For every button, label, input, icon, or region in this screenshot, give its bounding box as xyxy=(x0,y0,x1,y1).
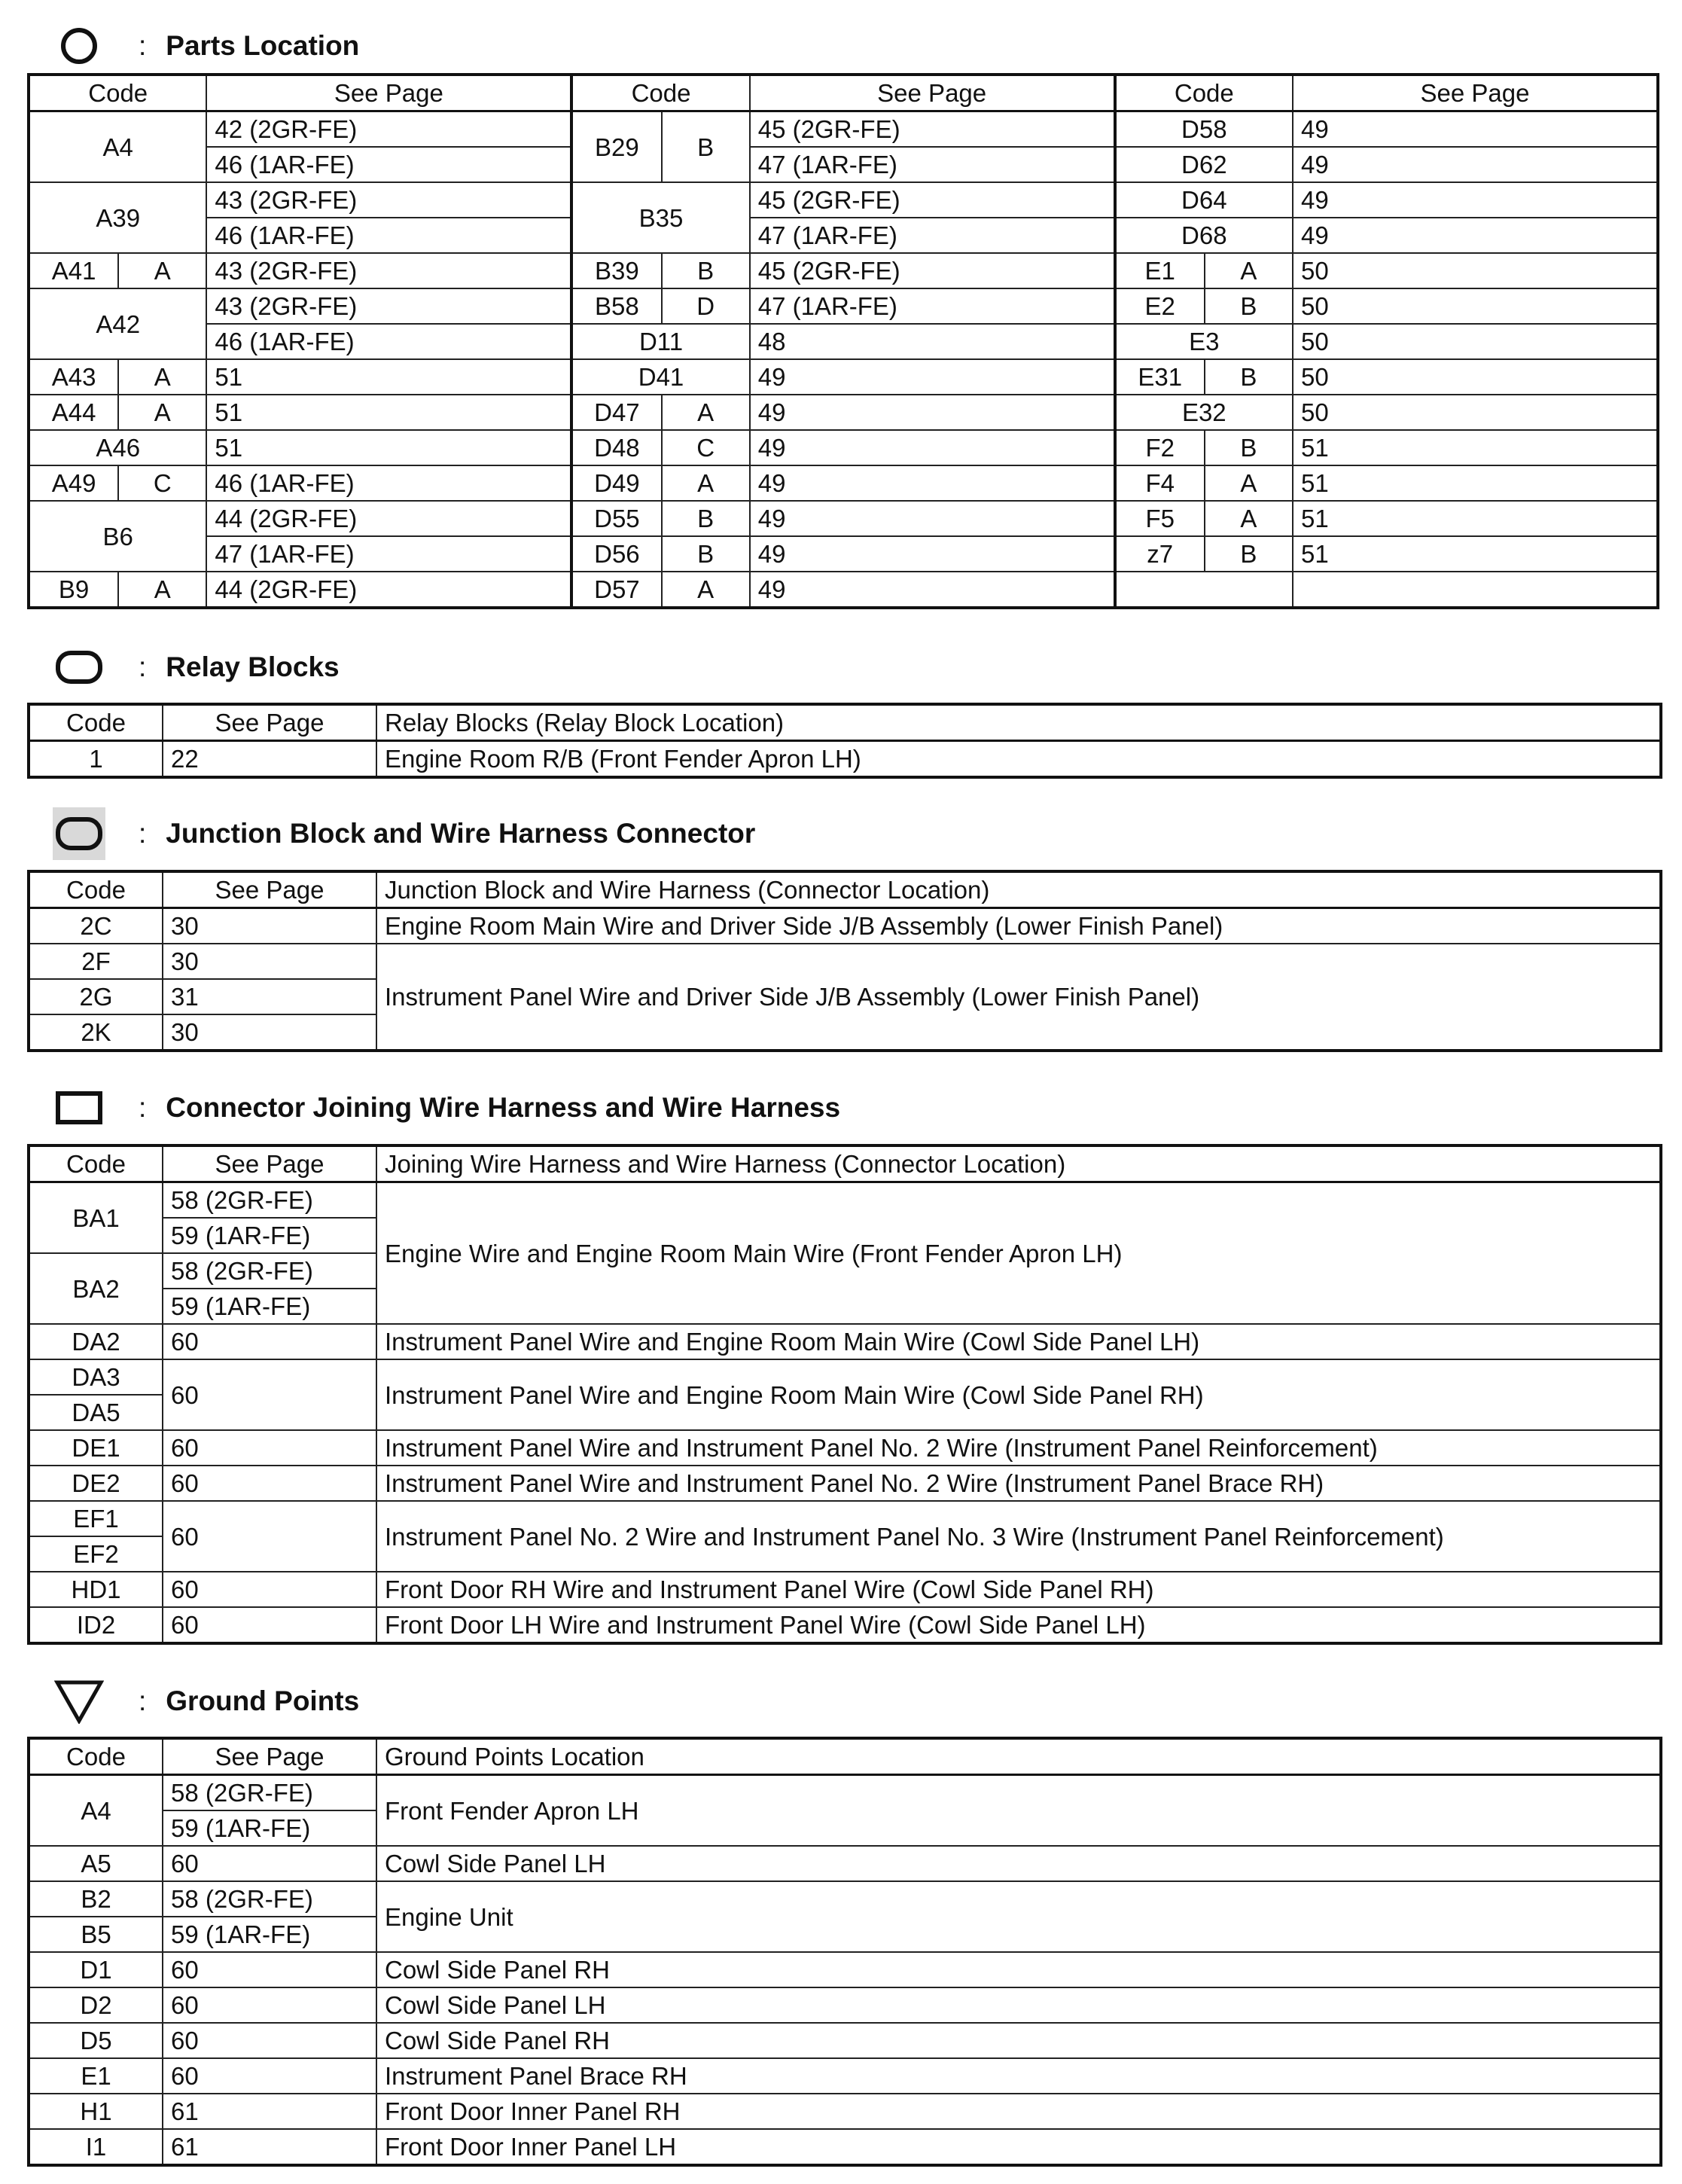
heading-colon: : xyxy=(139,1092,147,1123)
page-cell: 59 (1AR-FE) xyxy=(163,1810,376,1846)
code-cell: 2C xyxy=(29,908,163,944)
sub-code-cell: B xyxy=(662,111,750,183)
page-cell: 30 xyxy=(163,908,376,944)
column-header: Code xyxy=(29,1145,163,1182)
code-cell: D62 xyxy=(1115,147,1293,182)
code-cell: B6 xyxy=(29,501,206,572)
page-cell: 59 (1AR-FE) xyxy=(163,1917,376,1952)
page-cell: 50 xyxy=(1293,324,1658,359)
page-cell: 51 xyxy=(206,395,571,430)
shaded-rounded-rect-icon xyxy=(53,807,105,860)
code-cell: E3 xyxy=(1115,324,1293,359)
code-cell: F2 xyxy=(1115,430,1205,465)
sub-code-cell: B xyxy=(1205,359,1293,395)
sub-code-cell: A xyxy=(662,395,750,430)
code-cell: E1 xyxy=(29,2058,163,2094)
table-row xyxy=(29,741,1661,778)
page-cell: 46 (1AR-FE) xyxy=(206,147,571,182)
table-row xyxy=(29,1775,1661,1811)
triangle-down-icon xyxy=(53,1675,105,1728)
heading-colon: : xyxy=(139,1685,147,1716)
code-cell: D57 xyxy=(571,572,661,608)
page-cell: 45 (2GR-FE) xyxy=(750,111,1115,148)
code-cell: D64 xyxy=(1115,182,1293,218)
code-cell: D2 xyxy=(29,1987,163,2023)
location-cell: Instrument Panel Wire and Instrument Panel No. 2 Wire (Instrument Panel Reinforcement) xyxy=(376,1430,1661,1466)
location-cell: Engine Room R/B (Front Fender Apron LH) xyxy=(376,741,1661,778)
sub-code-cell: B xyxy=(1205,536,1293,572)
code-cell: A46 xyxy=(29,430,206,465)
section-title: Relay Blocks xyxy=(166,651,340,682)
page-cell: 60 xyxy=(163,1846,376,1881)
table-header-row xyxy=(29,871,1661,908)
column-header: See Page xyxy=(163,871,376,908)
code-cell: HD1 xyxy=(29,1572,163,1607)
sub-code-cell: A xyxy=(662,572,750,608)
code-cell: BA1 xyxy=(29,1182,163,1254)
code-cell: D68 xyxy=(1115,218,1293,253)
code-cell: E31 xyxy=(1115,359,1205,395)
column-header: Joining Wire Harness and Wire Harness (Connector Location) xyxy=(376,1145,1661,1182)
sub-code-cell: A xyxy=(662,465,750,501)
page-cell: 22 xyxy=(163,741,376,778)
sub-code-cell: A xyxy=(118,572,206,608)
code-cell: B5 xyxy=(29,1917,163,1952)
sub-code-cell: B xyxy=(662,501,750,536)
page-cell: 60 xyxy=(163,1572,376,1607)
location-cell: Front Door LH Wire and Instrument Panel Wire (Cowl Side Panel LH) xyxy=(376,1607,1661,1643)
code-cell: D5 xyxy=(29,2023,163,2058)
page-cell: 43 (2GR-FE) xyxy=(206,253,571,288)
table-row xyxy=(29,395,1658,430)
table-row xyxy=(29,253,1658,288)
section-title: Parts Location xyxy=(166,30,360,61)
page-cell: 49 xyxy=(1293,182,1658,218)
sub-code-cell: C xyxy=(118,465,206,501)
page-cell: 49 xyxy=(750,430,1115,465)
page-cell: 45 (2GR-FE) xyxy=(750,253,1115,288)
parts-location-heading xyxy=(53,20,359,72)
code-cell: z7 xyxy=(1115,536,1205,572)
page-cell: 51 xyxy=(1293,430,1658,465)
code-cell: EF1 xyxy=(29,1501,163,1536)
rounded-rect-icon xyxy=(53,641,105,694)
sub-code-cell: A xyxy=(1205,501,1293,536)
column-header: Code xyxy=(571,75,749,111)
code-cell: B29 xyxy=(571,111,661,183)
code-cell: B9 xyxy=(29,572,118,608)
table-row xyxy=(29,430,1658,465)
page-cell: 47 (1AR-FE) xyxy=(750,218,1115,253)
table-row xyxy=(29,218,1658,253)
circle-icon xyxy=(53,20,105,72)
code-cell: F5 xyxy=(1115,501,1205,536)
location-cell: Cowl Side Panel LH xyxy=(376,1987,1661,2023)
code-cell: 2K xyxy=(29,1014,163,1051)
location-cell: Engine Wire and Engine Room Main Wire (Front Fender Apron LH) xyxy=(376,1182,1661,1325)
page-cell: 58 (2GR-FE) xyxy=(163,1775,376,1811)
heading-colon: : xyxy=(139,818,147,849)
page-cell: 50 xyxy=(1293,395,1658,430)
location-cell: Engine Unit xyxy=(376,1881,1661,1952)
page-cell: 46 (1AR-FE) xyxy=(206,324,571,359)
page-cell: 60 xyxy=(163,2023,376,2058)
code-cell: A41 xyxy=(29,253,118,288)
page-cell: 60 xyxy=(163,1501,376,1572)
column-header: See Page xyxy=(163,704,376,741)
location-cell: Front Fender Apron LH xyxy=(376,1775,1661,1847)
page-cell: 61 xyxy=(163,2129,376,2165)
table-header-row xyxy=(29,75,1658,111)
code-cell: A44 xyxy=(29,395,118,430)
relay-blocks-table xyxy=(27,703,1662,779)
section-title: Junction Block and Wire Harness Connector xyxy=(166,818,756,849)
table-row xyxy=(29,1572,1661,1607)
table-row xyxy=(29,1359,1661,1395)
square-icon xyxy=(53,1081,105,1134)
page-cell: 46 (1AR-FE) xyxy=(206,218,571,253)
code-cell: DE1 xyxy=(29,1430,163,1466)
page-cell: 51 xyxy=(206,359,571,395)
page-cell: 60 xyxy=(163,1324,376,1359)
page-cell: 59 (1AR-FE) xyxy=(163,1289,376,1324)
table-header-row xyxy=(29,704,1661,741)
table-row xyxy=(29,111,1658,148)
sub-code-cell: A xyxy=(118,359,206,395)
code-cell: I1 xyxy=(29,2129,163,2165)
code-cell: E1 xyxy=(1115,253,1205,288)
page-cell: 51 xyxy=(1293,501,1658,536)
page-cell: 60 xyxy=(163,1607,376,1643)
code-cell: B2 xyxy=(29,1881,163,1917)
location-cell: Instrument Panel No. 2 Wire and Instrument Panel No. 3 Wire (Instrument Panel Reinforcement) xyxy=(376,1501,1661,1572)
code-cell: B39 xyxy=(571,253,661,288)
page-cell: 46 (1AR-FE) xyxy=(206,465,571,501)
code-cell: A4 xyxy=(29,111,206,183)
page-cell: 49 xyxy=(1293,147,1658,182)
code-cell: 2G xyxy=(29,979,163,1014)
code-cell: B58 xyxy=(571,288,661,324)
column-header: Code xyxy=(1115,75,1293,111)
code-cell: D49 xyxy=(571,465,661,501)
page-cell: 43 (2GR-FE) xyxy=(206,182,571,218)
column-header: Junction Block and Wire Harness (Connector Location) xyxy=(376,871,1661,908)
page-cell: 60 xyxy=(163,2058,376,2094)
page-cell: 58 (2GR-FE) xyxy=(163,1182,376,1219)
page-cell: 59 (1AR-FE) xyxy=(163,1218,376,1253)
location-cell: Front Door Inner Panel RH xyxy=(376,2094,1661,2129)
code-cell: D11 xyxy=(571,324,749,359)
location-cell: Cowl Side Panel LH xyxy=(376,1846,1661,1881)
table-row xyxy=(29,182,1658,218)
column-header: See Page xyxy=(750,75,1115,111)
table-row xyxy=(29,2094,1661,2129)
table-row xyxy=(29,288,1658,324)
code-cell: F4 xyxy=(1115,465,1205,501)
location-cell: Front Door RH Wire and Instrument Panel Wire (Cowl Side Panel RH) xyxy=(376,1572,1661,1607)
page-cell: 44 (2GR-FE) xyxy=(206,572,571,608)
table-row xyxy=(29,1182,1661,1219)
page-cell: 49 xyxy=(750,572,1115,608)
page-cell: 60 xyxy=(163,1466,376,1501)
table-row xyxy=(29,2129,1661,2165)
table-row xyxy=(29,1846,1661,1881)
table-header-row xyxy=(29,1145,1661,1182)
column-header: Code xyxy=(29,704,163,741)
page-cell: 50 xyxy=(1293,288,1658,324)
table-row xyxy=(29,944,1661,979)
table-row xyxy=(29,465,1658,501)
code-cell: E2 xyxy=(1115,288,1205,324)
page-cell: 30 xyxy=(163,944,376,979)
page-cell: 30 xyxy=(163,1014,376,1051)
code-cell: ID2 xyxy=(29,1607,163,1643)
table-row xyxy=(29,1430,1661,1466)
column-header: Relay Blocks (Relay Block Location) xyxy=(376,704,1661,741)
code-cell: EF2 xyxy=(29,1536,163,1572)
sub-code-cell: B xyxy=(662,253,750,288)
junction-block-table xyxy=(27,870,1662,1052)
table-row xyxy=(29,501,1658,536)
sub-code-cell: B xyxy=(1205,288,1293,324)
code-cell: H1 xyxy=(29,2094,163,2129)
location-cell: Cowl Side Panel RH xyxy=(376,2023,1661,2058)
connector-joining-table xyxy=(27,1144,1662,1645)
page-cell: 49 xyxy=(750,395,1115,430)
location-cell: Engine Room Main Wire and Driver Side J/B Assembly (Lower Finish Panel) xyxy=(376,908,1661,944)
section-title: Connector Joining Wire Harness and Wire Harness xyxy=(166,1092,841,1123)
code-cell: A39 xyxy=(29,182,206,253)
location-cell: Cowl Side Panel RH xyxy=(376,1952,1661,1987)
relay-blocks-heading xyxy=(53,641,340,694)
ground-points-table xyxy=(27,1737,1662,2167)
location-cell: Instrument Panel Wire and Engine Room Main Wire (Cowl Side Panel RH) xyxy=(376,1359,1661,1430)
page-cell: 49 xyxy=(750,501,1115,536)
code-cell: 2F xyxy=(29,944,163,979)
column-header: Code xyxy=(29,1738,163,1775)
sub-code-cell: D xyxy=(662,288,750,324)
page-cell: 31 xyxy=(163,979,376,1014)
page-cell: 49 xyxy=(750,536,1115,572)
page-cell: 49 xyxy=(1293,111,1658,148)
code-cell: D56 xyxy=(571,536,661,572)
page-cell: 49 xyxy=(1293,218,1658,253)
code-cell: D55 xyxy=(571,501,661,536)
section-title: Ground Points xyxy=(166,1685,360,1716)
column-header: See Page xyxy=(206,75,571,111)
column-header: Ground Points Location xyxy=(376,1738,1661,1775)
page-cell: 48 xyxy=(750,324,1115,359)
table-row xyxy=(29,1324,1661,1359)
page-cell: 44 (2GR-FE) xyxy=(206,501,571,536)
empty-cell xyxy=(1115,572,1293,608)
page-cell: 47 (1AR-FE) xyxy=(750,288,1115,324)
page-cell: 60 xyxy=(163,1430,376,1466)
page-cell: 58 (2GR-FE) xyxy=(163,1881,376,1917)
empty-cell xyxy=(1293,572,1658,608)
location-cell: Front Door Inner Panel LH xyxy=(376,2129,1661,2165)
table-row xyxy=(29,1501,1661,1536)
junction-block-heading xyxy=(53,807,755,860)
code-cell: D58 xyxy=(1115,111,1293,148)
table-row xyxy=(29,572,1658,608)
column-header: See Page xyxy=(163,1145,376,1182)
column-header: See Page xyxy=(1293,75,1658,111)
page-cell: 51 xyxy=(1293,465,1658,501)
code-cell: 1 xyxy=(29,741,163,778)
sub-code-cell: B xyxy=(1205,430,1293,465)
code-cell: A4 xyxy=(29,1775,163,1847)
ground-points-heading xyxy=(53,1675,359,1728)
page-cell: 50 xyxy=(1293,253,1658,288)
table-row xyxy=(29,1881,1661,1917)
code-cell: DA3 xyxy=(29,1359,163,1395)
table-row xyxy=(29,1987,1661,2023)
page-cell: 60 xyxy=(163,1359,376,1430)
heading-colon: : xyxy=(139,651,147,682)
table-row xyxy=(29,324,1658,359)
code-cell: A42 xyxy=(29,288,206,359)
table-row xyxy=(29,1607,1661,1643)
page-cell: 43 (2GR-FE) xyxy=(206,288,571,324)
sub-code-cell: B xyxy=(662,536,750,572)
code-cell: A49 xyxy=(29,465,118,501)
parts-location-table xyxy=(27,73,1659,609)
page-cell: 50 xyxy=(1293,359,1658,395)
connector-joining-heading xyxy=(53,1081,840,1134)
page-cell: 47 (1AR-FE) xyxy=(206,536,571,572)
heading-colon: : xyxy=(139,30,147,61)
location-cell: Instrument Panel Brace RH xyxy=(376,2058,1661,2094)
page-cell: 51 xyxy=(206,430,571,465)
sub-code-cell: A xyxy=(118,395,206,430)
code-cell: D48 xyxy=(571,430,661,465)
page-cell: 51 xyxy=(1293,536,1658,572)
table-row xyxy=(29,1952,1661,1987)
code-cell: A5 xyxy=(29,1846,163,1881)
table-row xyxy=(29,359,1658,395)
code-cell: DA2 xyxy=(29,1324,163,1359)
page-cell: 45 (2GR-FE) xyxy=(750,182,1115,218)
code-cell: D41 xyxy=(571,359,749,395)
page-cell: 49 xyxy=(750,359,1115,395)
code-cell: DA5 xyxy=(29,1395,163,1430)
sub-code-cell: A xyxy=(118,253,206,288)
page-cell: 58 (2GR-FE) xyxy=(163,1253,376,1289)
sub-code-cell: A xyxy=(1205,253,1293,288)
table-row xyxy=(29,2058,1661,2094)
page-cell: 61 xyxy=(163,2094,376,2129)
page-cell: 49 xyxy=(750,465,1115,501)
table-row xyxy=(29,536,1658,572)
page-cell: 60 xyxy=(163,1952,376,1987)
location-cell: Instrument Panel Wire and Engine Room Main Wire (Cowl Side Panel LH) xyxy=(376,1324,1661,1359)
table-row xyxy=(29,1466,1661,1501)
code-cell: BA2 xyxy=(29,1253,163,1324)
code-cell: B35 xyxy=(571,182,749,253)
code-cell: A43 xyxy=(29,359,118,395)
code-cell: D1 xyxy=(29,1952,163,1987)
code-cell: D47 xyxy=(571,395,661,430)
column-header: Code xyxy=(29,75,206,111)
table-header-row xyxy=(29,1738,1661,1775)
page-cell: 47 (1AR-FE) xyxy=(750,147,1115,182)
code-cell: E32 xyxy=(1115,395,1293,430)
page-cell: 60 xyxy=(163,1987,376,2023)
page-cell: 42 (2GR-FE) xyxy=(206,111,571,148)
table-row xyxy=(29,147,1658,182)
table-row xyxy=(29,2023,1661,2058)
column-header: See Page xyxy=(163,1738,376,1775)
table-row xyxy=(29,908,1661,944)
code-cell: DE2 xyxy=(29,1466,163,1501)
sub-code-cell: C xyxy=(662,430,750,465)
sub-code-cell: A xyxy=(1205,465,1293,501)
location-cell: Instrument Panel Wire and Driver Side J/B Assembly (Lower Finish Panel) xyxy=(376,944,1661,1051)
location-cell: Instrument Panel Wire and Instrument Panel No. 2 Wire (Instrument Panel Brace RH) xyxy=(376,1466,1661,1501)
column-header: Code xyxy=(29,871,163,908)
